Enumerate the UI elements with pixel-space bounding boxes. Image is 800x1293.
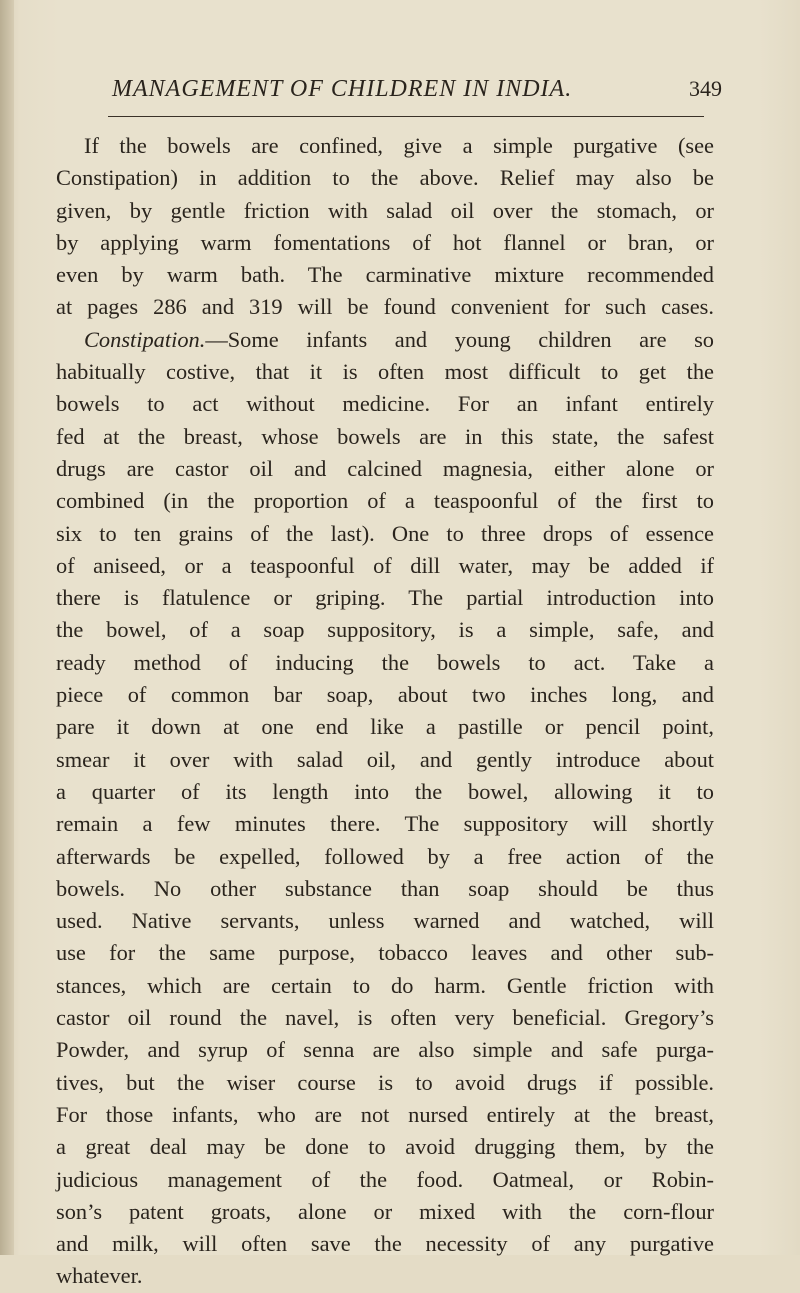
running-head-title: MANAGEMENT OF CHILDREN IN INDIA. xyxy=(112,76,573,102)
text-line: afterwards be expelled, followed by a free action of the xyxy=(56,843,714,869)
body-text xyxy=(56,130,714,1293)
section-heading: Constipation. xyxy=(84,326,206,352)
header-rule xyxy=(108,116,704,117)
page-number: 349 xyxy=(689,76,722,101)
running-head xyxy=(112,76,722,110)
text-line: stances, which are certain to do harm. Gentle friction with xyxy=(56,972,714,998)
text-line: ready method of inducing the bowels to act. Take a xyxy=(56,649,714,675)
page-gutter-shadow xyxy=(0,0,14,1255)
text-line: Powder, and syrup of senna are also simple and safe purga- xyxy=(56,1037,714,1063)
text-line: even by warm bath. The carminative mixture recommended xyxy=(56,262,714,288)
text-line: at pages 286 and 319 will be found convenient for such cases. xyxy=(56,294,714,320)
text-line: habitually costive, that it is often most difficult to get the xyxy=(56,359,714,385)
text-line: and milk, will often save the necessity of any purgative xyxy=(56,1231,714,1257)
text-line: pare it down at one end like a pastille or pencil point, xyxy=(56,714,714,740)
text-line: the bowel, of a soap suppository, is a simple, safe, and xyxy=(56,617,714,643)
text-line: judicious management of the food. Oatmeal, or Robin- xyxy=(56,1166,714,1192)
text-line: there is flatulence or griping. The partial introduction into xyxy=(56,585,714,611)
text-line: bowels to act without medicine. For an infant entirely xyxy=(56,391,714,417)
text-line: combined (in the proportion of a teaspoonful of the first to xyxy=(56,488,714,514)
text-line: use for the same purpose, tobacco leaves and other sub- xyxy=(56,940,714,966)
text-line: six to ten grains of the last). One to three drops of essence xyxy=(56,520,714,546)
text-line: a quarter of its length into the bowel, allowing it to xyxy=(56,778,714,804)
text-line: fed at the breast, whose bowels are in this state, the safest xyxy=(56,423,714,449)
text-line: drugs are castor oil and calcined magnesia, either alone or xyxy=(56,455,714,481)
text-line: For those infants, who are not nursed entirely at the breast, xyxy=(56,1101,714,1127)
text-line: remain a few minutes there. The suppository will shortly xyxy=(56,811,714,837)
text-line: by applying warm fomentations of hot flannel or bran, or xyxy=(56,229,714,255)
section-first-line xyxy=(56,324,714,356)
text-line: piece of common bar soap, about two inches long, and xyxy=(56,682,714,708)
section-first-line-text: —Some infants and young children are so xyxy=(205,326,714,352)
text-line-final: whatever. xyxy=(56,1263,143,1289)
text-line: given, by gentle friction with salad oil over the stomach, or xyxy=(56,197,714,223)
text-line: smear it over with salad oil, and gently introduce about xyxy=(56,746,714,772)
text-line: a great deal may be done to avoid drugging them, by the xyxy=(56,1134,714,1160)
text-line: If the bowels are confined, give a simple purgative (see xyxy=(84,133,714,158)
text-line: tives, but the wiser course is to avoid drugs if possible. xyxy=(56,1069,714,1095)
text-line: castor oil round the navel, is often very beneficial. Gregory’s xyxy=(56,1005,714,1031)
text-line: used. Native servants, unless warned and watched, will xyxy=(56,908,714,934)
text-line: Constipation) in addition to the above. Relief may also be xyxy=(56,165,714,191)
text-line: of aniseed, or a teaspoonful of dill water, may be added if xyxy=(56,552,714,578)
text-line: son’s patent groats, alone or mixed with the corn-flour xyxy=(56,1198,714,1224)
text-line: bowels. No other substance than soap should be thus xyxy=(56,875,714,901)
